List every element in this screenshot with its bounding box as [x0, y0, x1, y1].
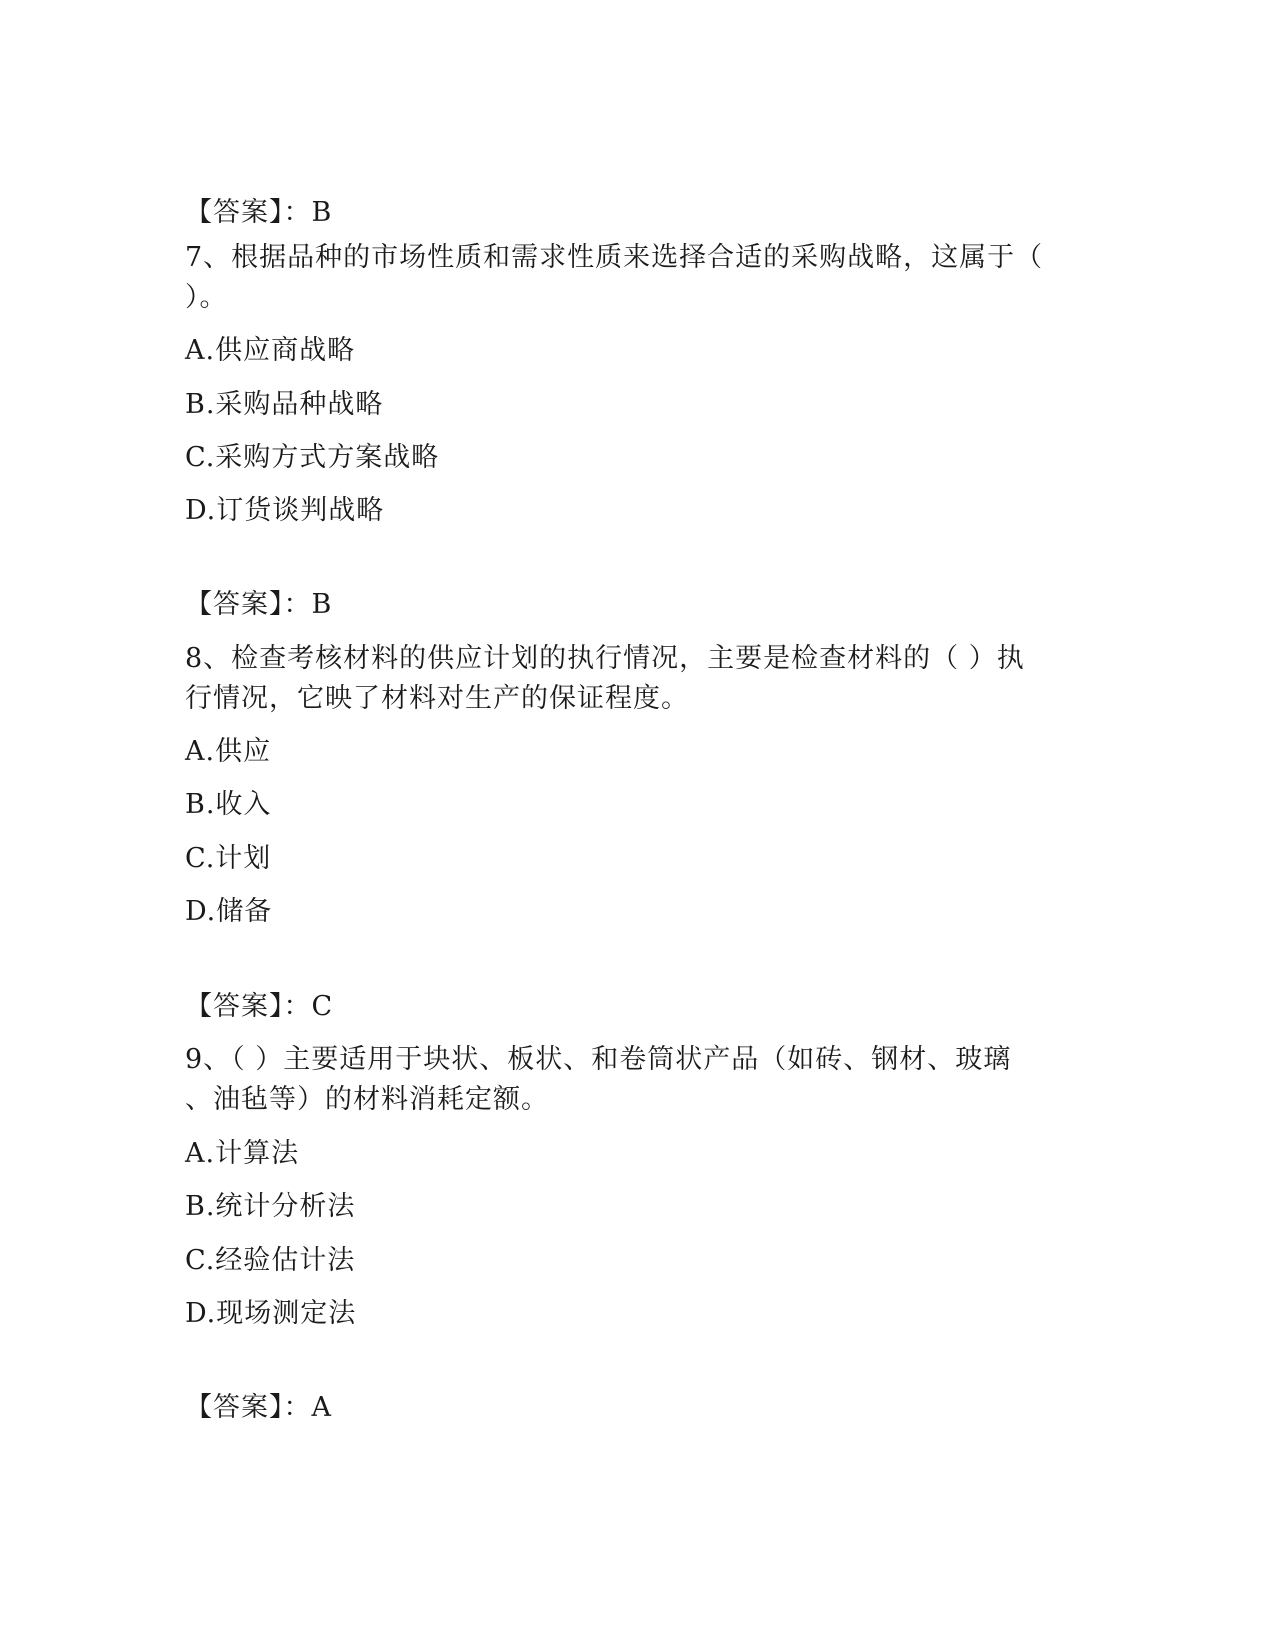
- answer-line: 【答案】：C: [185, 991, 334, 1022]
- option-d: D.现场测定法: [185, 1298, 357, 1329]
- answer-line: 【答案】：B: [185, 197, 333, 228]
- option-d: D.订货谈判战略: [185, 495, 385, 526]
- option-c: C.经验估计法: [185, 1245, 356, 1276]
- option-b: B.统计分析法: [185, 1191, 356, 1222]
- option-c: C.采购方式方案战略: [185, 442, 440, 473]
- question-7-line-2: ）。: [185, 282, 228, 313]
- answer-line: 【答案】：A: [185, 1392, 332, 1423]
- option-d: D.储备: [185, 896, 273, 927]
- answer-line: 【答案】：B: [185, 589, 333, 620]
- question-7-line-1: 7、根据品种的市场性质和需求性质来选择合适的采购战略，这属于（: [185, 242, 1044, 273]
- option-b: B.采购品种战略: [185, 389, 384, 420]
- option-b: B.收入: [185, 789, 272, 820]
- question-8-line-2: 行情况，它映了材料对生产的保证程度。: [185, 683, 689, 714]
- question-9-line-1: 9、（ ）主要适用于块状、板状、和卷筒状产品（如砖、钢材、玻璃: [185, 1044, 1012, 1075]
- question-8-line-1: 8、检查考核材料的供应计划的执行情况，主要是检查材料的（ ）执: [185, 643, 1025, 674]
- question-9-line-2: 、油毡等）的材料消耗定额。: [185, 1084, 549, 1115]
- option-a: A.供应商战略: [185, 335, 356, 366]
- option-a: A.计算法: [185, 1138, 300, 1169]
- option-c: C.计划: [185, 843, 272, 874]
- option-a: A.供应: [185, 736, 272, 767]
